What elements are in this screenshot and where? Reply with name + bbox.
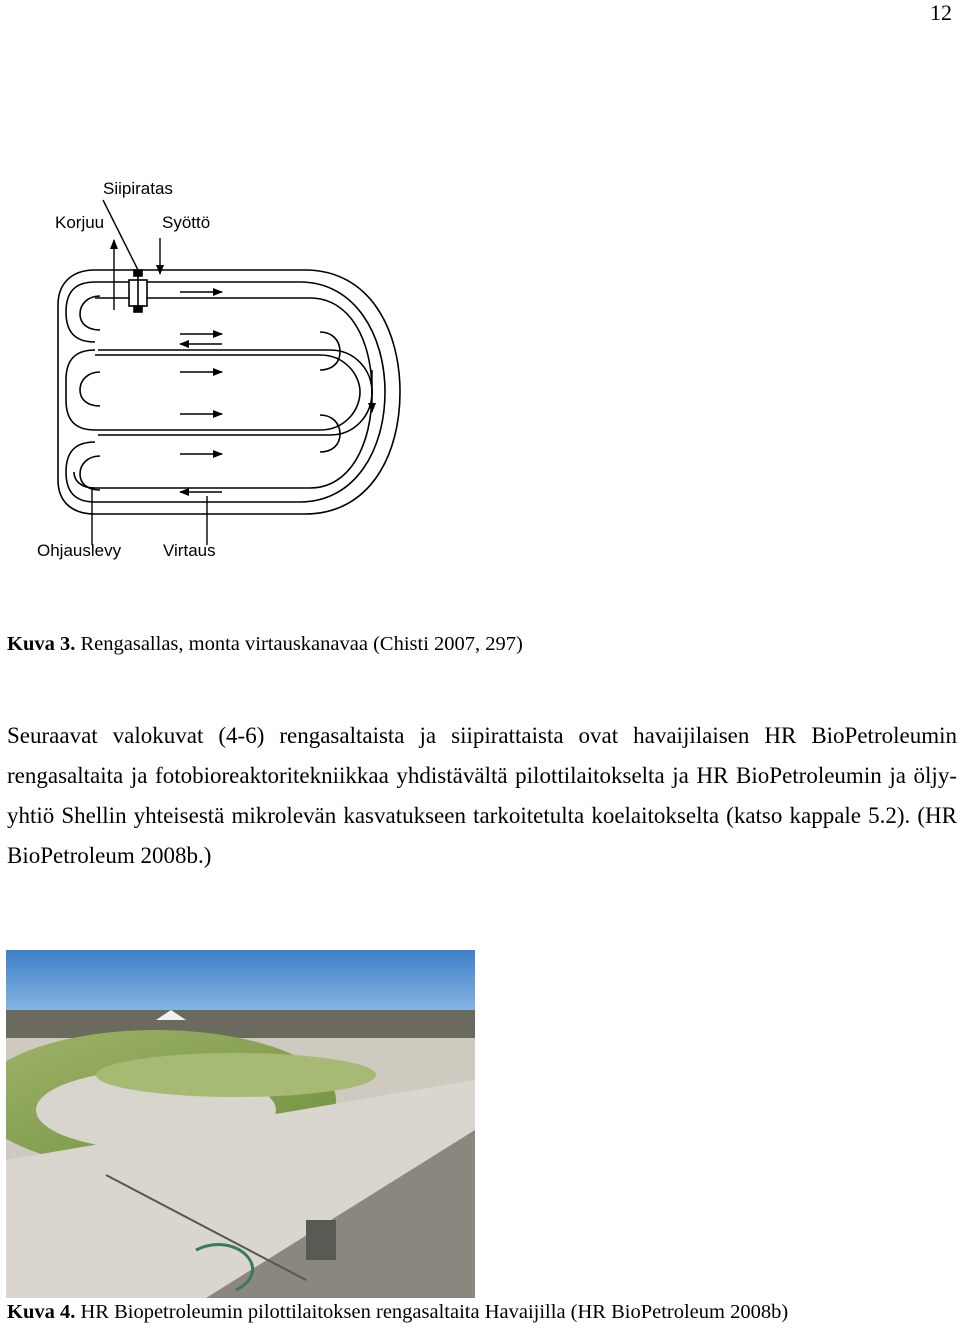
paddle-wheel [129, 270, 147, 312]
baffle-right-2 [320, 415, 340, 452]
raceway-diagram [0, 160, 460, 580]
channel-wall-2 [66, 350, 360, 430]
label-siipiratas: Siipiratas [103, 179, 173, 198]
label-ohjauslevy: Ohjauslevy [37, 541, 122, 560]
channel-wall-1 [66, 282, 385, 502]
body-paragraph: Seuraavat valokuvat (4-6) rengasaltaista ja siipirattaista ovat havaijilaisen HR BioPetroleumin rengasaltaita ja fotobioreaktoritekniikkaa yhdistävältä pilottilaitokselta ja HR BioPetroleumin ja öljy-yhtiö Shellin yhteisestä mikrolevän kasvatukseen tarkoitetulta koelaitokselta (katso kappale 5.2). (HR BioPetroleum 2008b.) [7, 723, 957, 868]
page-number: 12 [930, 0, 952, 25]
figure4-caption-label: Kuva 4. [7, 1301, 76, 1323]
baffle-left-1 [80, 296, 100, 330]
label-syotto: Syöttö [162, 213, 211, 232]
raceway-pond-photo [6, 950, 475, 1298]
pond-outer-wall [58, 270, 400, 514]
figure4-caption-text: HR Biopetroleumin pilottilaitoksen rengasaltaita Havaijilla (HR BioPetroleum 2008b) [75, 1301, 789, 1323]
channel-wall-3 [98, 350, 372, 435]
figure3-caption-label: Kuva 3. [7, 633, 76, 655]
label-virtaus: Virtaus [163, 541, 216, 560]
label-korjuu: Korjuu [55, 213, 105, 232]
figure3-caption-text: Rengasallas, monta virtauskanavaa (Chisti 2007, 297) [75, 633, 523, 655]
figure4-caption [7, 1301, 788, 1324]
channel-wall-4 [74, 298, 372, 488]
baffle-left-2 [80, 372, 100, 406]
figure3-caption [7, 633, 523, 656]
